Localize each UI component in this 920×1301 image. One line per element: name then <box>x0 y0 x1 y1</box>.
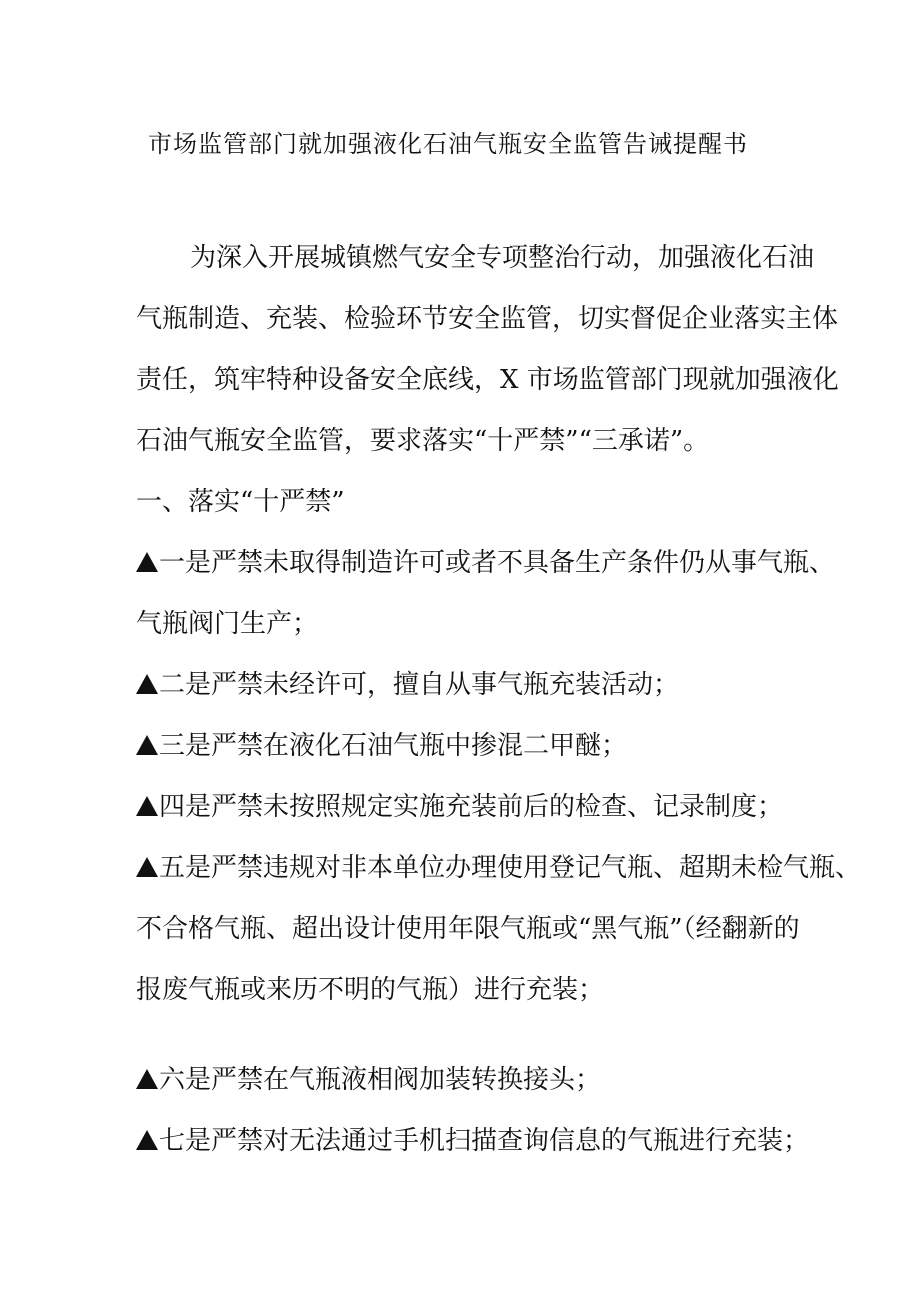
intro-line-1: 为深入开展城镇燃气安全专项整治行动，加强液化石油 <box>190 243 815 273</box>
list-item-text: 二是严禁未经许可，擅自从事气瓶充装活动； <box>159 670 680 700</box>
list-item-1-continuation: 气瓶阀门生产； <box>136 609 319 639</box>
list-item-text: 七是严禁对无法通过手机扫描查询信息的气瓶进行充装； <box>159 1126 810 1156</box>
list-item-4 <box>136 789 783 825</box>
triangle-bullet-icon <box>136 674 158 694</box>
list-item-5-continuation: 报废气瓶或来历不明的气瓶）进行充装； <box>136 975 605 1005</box>
triangle-bullet-icon <box>136 552 158 572</box>
triangle-bullet-icon <box>136 1069 158 1089</box>
list-item-2 <box>136 667 679 703</box>
list-item-5 <box>136 850 861 886</box>
list-item-text: 四是严禁未按照规定实施充装前后的检查、记录制度； <box>159 792 784 822</box>
triangle-bullet-icon <box>136 1130 158 1150</box>
list-item-text: 一是严禁未取得制造许可或者不具备生产条件仍从事气瓶、 <box>159 548 836 578</box>
intro-line-3: 责任，筑牢特种设备安全底线，X 市场监管部门现就加强液化 <box>136 365 839 395</box>
list-item-6 <box>136 1062 601 1098</box>
intro-line-2: 气瓶制造、充装、检验环节安全监管，切实督促企业落实主体 <box>136 304 839 334</box>
triangle-bullet-icon <box>136 735 158 755</box>
list-item-7 <box>136 1123 809 1159</box>
section-heading: 一、落实“十严禁” <box>136 487 345 517</box>
list-item-1 <box>136 545 835 581</box>
list-item-text: 五是严禁违规对非本单位办理使用登记气瓶、超期未检气瓶、 <box>159 853 862 883</box>
document-title: 市场监管部门就加强液化石油气瓶安全监管告诫提醒书 <box>148 130 748 158</box>
list-item-text: 三是严禁在液化石油气瓶中掺混二甲醚； <box>159 731 628 761</box>
list-item-text: 六是严禁在气瓶液相阀加装转换接头； <box>159 1065 602 1095</box>
intro-line-4: 石油气瓶安全监管，要求落实“十严禁”“三承诺”。 <box>136 426 710 456</box>
triangle-bullet-icon <box>136 796 158 816</box>
list-item-5-continuation: 不合格气瓶、超出设计使用年限气瓶或“黑气瓶”（经翻新的 <box>136 914 800 944</box>
list-item-3 <box>136 728 627 764</box>
triangle-bullet-icon <box>136 857 158 877</box>
